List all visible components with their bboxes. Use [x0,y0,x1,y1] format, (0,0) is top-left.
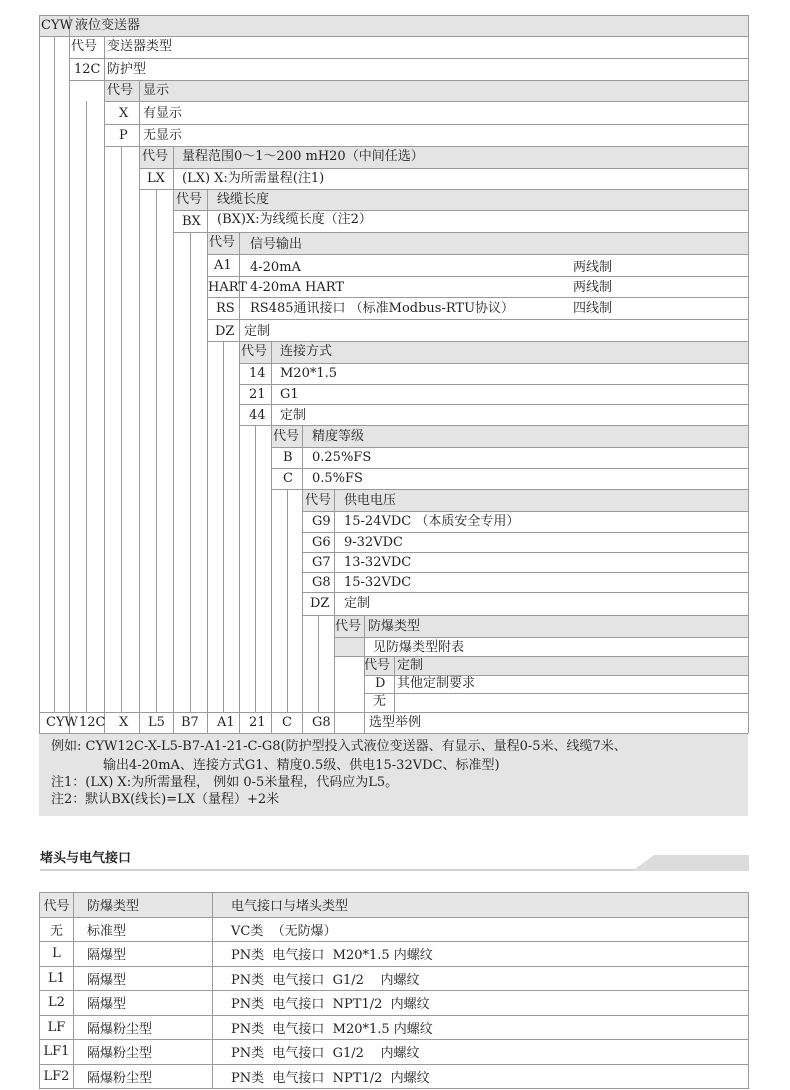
cable-length-desc: (BX)X:为线缆长度（注2） [217,212,372,227]
table-cell: VC类 （无防爆） [213,917,749,942]
power-g9-label: 15-24VDC （本质安全专用） [344,514,520,529]
code-g9: G9 [312,514,331,529]
code-cyw: CYW [41,18,73,33]
table-cell: 隔爆型 [74,942,213,967]
custom-heading: 定制 [397,658,424,673]
table-cell: PN类 电气接口 M20*1.5 内螺纹 [213,1015,749,1040]
example-note-line2: 输出4-20mA、连接方式G1、精度0.5级、供电15-32VDC、标准型) [103,758,500,773]
example-code: C [282,715,292,730]
table-cell: PN类 电气接口 M20*1.5 内螺纹 [213,942,749,967]
table-row [40,966,749,991]
table-row [40,917,749,942]
code-header: 代号 [364,658,391,673]
example-code: B7 [181,715,199,730]
no-display-label: 无显示 [143,128,183,143]
table-cell: LF1 [40,1040,74,1065]
table-row [40,1040,749,1065]
power-g6-label: 9-32VDC [344,535,403,550]
signal-hart-label: 4-20mA HART [250,280,345,295]
signal-a1-wiring: 两线制 [573,260,613,275]
display-heading: 显示 [143,83,170,98]
custom-other-label: 其他定制要求 [397,676,476,691]
accuracy-c-label: 0.5%FS [312,471,363,486]
table-cell: 隔爆粉尘型 [74,1064,213,1089]
power-custom-label: 定制 [344,596,371,611]
example-code: 21 [249,715,266,730]
range-desc: (LX) X:为所需量程(注1) [182,171,325,186]
code-21: 21 [249,387,266,402]
code-lx: LX [147,171,165,186]
table-row [40,1015,749,1040]
signal-custom-label: 定制 [244,324,271,339]
example-code: G8 [312,715,331,730]
example-code: CYW [46,715,78,730]
power-heading: 供电电压 [344,493,397,508]
code-header: 代号 [209,235,236,250]
column-header: 电气接口与堵头类型 [213,893,749,918]
table-row [40,942,749,967]
code-d: D [375,676,386,691]
table-cell: L [40,942,74,967]
table-cell: 隔爆粉尘型 [74,1040,213,1065]
code-header: 代号 [241,344,268,359]
code-g6: G6 [312,535,331,550]
code-44: 44 [249,408,266,423]
example-label: 选型举例 [369,715,422,730]
column-header: 代号 [40,893,74,918]
signal-a1-label: 4-20mA [250,260,301,275]
code-14: 14 [249,366,266,381]
connection-heading: 连接方式 [280,344,333,359]
power-g8-label: 15-32VDC [344,575,412,590]
protection-type-label: 防护型 [107,62,147,77]
table-cell: L1 [40,966,74,991]
code-hart: HART [208,280,247,295]
table-header-row [40,893,749,918]
code-rs: RS [216,301,235,316]
transmitter-type-heading: 变送器类型 [107,39,173,54]
example-code: A1 [217,715,235,730]
example-code: X [119,715,129,730]
code-header: 代号 [71,39,98,54]
code-header: 代号 [107,83,134,98]
code-a1: A1 [214,258,232,273]
code-header: 代号 [273,429,300,444]
code-bx: BX [182,214,201,229]
code-12c: 12C [74,62,101,77]
explosion-heading: 防爆类型 [368,619,421,634]
connection-custom-label: 定制 [280,408,307,423]
signal-rs485-label: RS485通讯接口 （标准Modbus-RTU协议） [250,301,515,316]
code-none: 无 [373,694,387,709]
power-g7-label: 13-32VDC [344,555,412,570]
table-cell: LF2 [40,1064,74,1089]
code-header: 代号 [176,192,203,207]
column-header: 防爆类型 [74,893,213,918]
with-display-label: 有显示 [143,106,183,121]
code-x: X [119,106,129,121]
table-row [40,991,749,1016]
signal-output-heading: 信号输出 [250,237,303,252]
code-b: B [283,450,293,465]
signal-rs485-wiring: 四线制 [573,301,613,316]
table-cell: PN类 电气接口 NPT1/2 内螺纹 [213,1064,749,1089]
product-name: 液位变送器 [75,18,141,33]
table-cell: 隔爆型 [74,991,213,1016]
range-heading: 量程范围0～1～200 mH20（中间任选） [182,149,424,164]
cable-length-heading: 线缆长度 [217,192,270,207]
code-dz: DZ [215,324,235,339]
note-2: 注2：默认BX(线长)=LX（量程）+2米 [51,792,280,807]
signal-hart-wiring: 两线制 [573,280,613,295]
note-1: 注1：(LX) X:为所需量程， 例如 0-5米量程，代码应为L5。 [51,775,399,790]
example-code: 12C [79,715,106,730]
connection-g1-label: G1 [280,387,299,402]
explosion-see-table-label: 见防爆类型附表 [373,640,465,655]
code-dz: DZ [310,596,330,611]
accuracy-b-label: 0.25%FS [312,450,372,465]
section-title: 堵头与电气接口 [40,851,132,866]
code-header: 代号 [305,493,332,508]
code-g8: G8 [312,575,331,590]
code-header: 代号 [335,619,362,634]
table-cell: 标准型 [74,917,213,942]
table-row [40,1064,749,1089]
table-cell: LF [40,1015,74,1040]
table-cell: 无 [40,917,74,942]
table-cell: 隔爆粉尘型 [74,1015,213,1040]
table-cell: PN类 电气接口 G1/2 内螺纹 [213,966,749,991]
example-note-line1: 例如: CYW12C-X-L5-B7-A1-21-C-G8(防护型投入式液位变送器、有显示、量程0-5米、线缆7米、 [51,739,627,754]
table-cell: L2 [40,991,74,1016]
table-cell: PN类 电气接口 G1/2 内螺纹 [213,1040,749,1065]
code-c: C [283,471,293,486]
code-p: P [119,128,128,143]
table-cell: PN类 电气接口 NPT1/2 内螺纹 [213,991,749,1016]
connection-m20-label: M20*1.5 [280,366,338,381]
example-code: L5 [148,715,165,730]
table-cell: 隔爆型 [74,966,213,991]
code-header: 代号 [142,149,169,164]
accuracy-heading: 精度等级 [312,429,365,444]
section-decoration [632,855,749,871]
explosion-proof-table [39,892,749,1089]
code-g7: G7 [312,555,331,570]
